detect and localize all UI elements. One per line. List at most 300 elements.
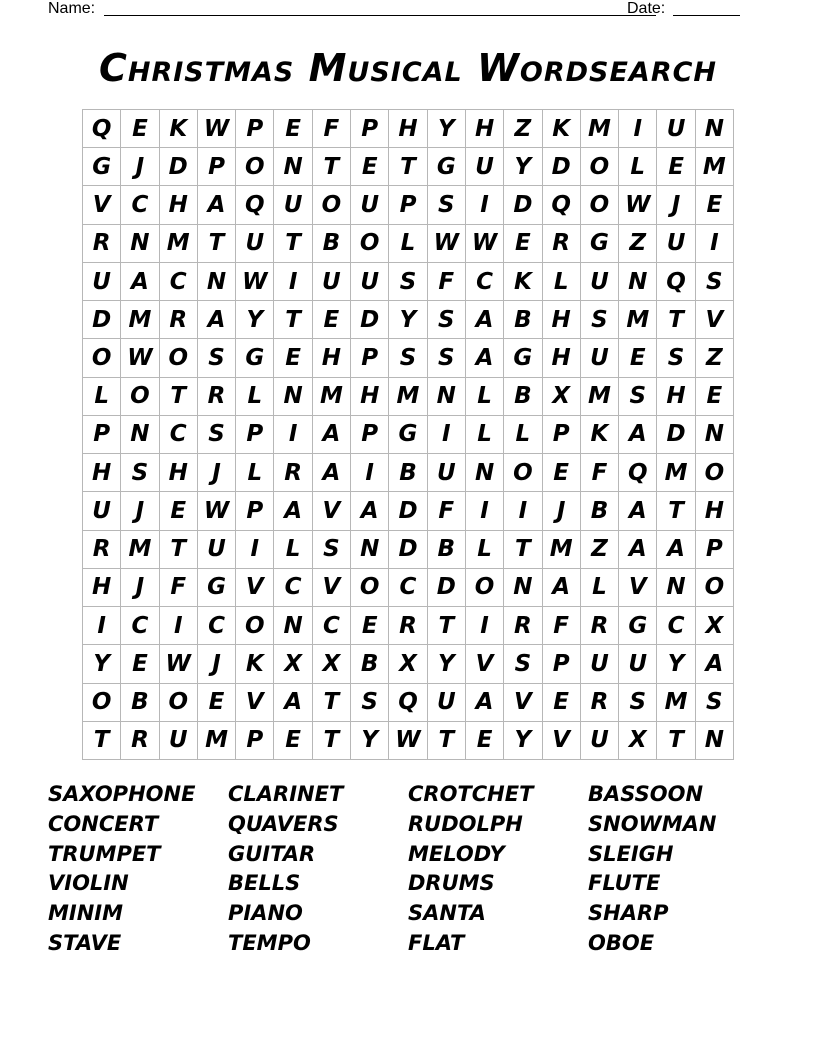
grid-cell[interactable]: T bbox=[313, 684, 351, 722]
grid-cell[interactable]: C bbox=[466, 263, 504, 301]
grid-cell[interactable]: D bbox=[83, 301, 121, 339]
grid-cell[interactable]: A bbox=[619, 531, 657, 569]
grid-cell[interactable]: L bbox=[236, 454, 274, 492]
grid-cell[interactable]: I bbox=[236, 531, 274, 569]
grid-cell[interactable]: W bbox=[198, 110, 236, 148]
grid-cell[interactable]: O bbox=[466, 569, 504, 607]
grid-cell[interactable]: E bbox=[313, 301, 351, 339]
grid-cell[interactable]: I bbox=[428, 416, 466, 454]
grid-cell[interactable]: T bbox=[160, 378, 198, 416]
grid-cell[interactable]: V bbox=[466, 645, 504, 683]
grid-cell[interactable]: N bbox=[351, 531, 389, 569]
grid-cell[interactable]: V bbox=[619, 569, 657, 607]
grid-cell[interactable]: N bbox=[619, 263, 657, 301]
grid-cell[interactable]: M bbox=[657, 454, 695, 492]
grid-cell[interactable]: H bbox=[83, 569, 121, 607]
grid-cell[interactable]: E bbox=[696, 378, 734, 416]
grid-cell[interactable]: P bbox=[351, 416, 389, 454]
grid-cell[interactable]: R bbox=[83, 531, 121, 569]
grid-cell[interactable]: W bbox=[466, 225, 504, 263]
grid-cell[interactable]: L bbox=[581, 569, 619, 607]
grid-cell[interactable]: G bbox=[504, 339, 542, 377]
grid-cell[interactable]: P bbox=[236, 416, 274, 454]
grid-cell[interactable]: B bbox=[389, 454, 427, 492]
grid-cell[interactable]: J bbox=[657, 186, 695, 224]
grid-cell[interactable]: S bbox=[389, 263, 427, 301]
grid-cell[interactable]: N bbox=[657, 569, 695, 607]
grid-cell[interactable]: W bbox=[236, 263, 274, 301]
grid-cell[interactable]: M bbox=[581, 378, 619, 416]
grid-cell[interactable]: S bbox=[696, 263, 734, 301]
grid-cell[interactable]: Y bbox=[83, 645, 121, 683]
grid-cell[interactable]: A bbox=[619, 416, 657, 454]
grid-cell[interactable]: P bbox=[236, 722, 274, 760]
grid-cell[interactable]: U bbox=[581, 645, 619, 683]
grid-cell[interactable]: M bbox=[619, 301, 657, 339]
grid-cell[interactable]: D bbox=[351, 301, 389, 339]
grid-cell[interactable]: A bbox=[657, 531, 695, 569]
grid-cell[interactable]: T bbox=[428, 607, 466, 645]
grid-cell[interactable]: U bbox=[657, 225, 695, 263]
grid-cell[interactable]: F bbox=[160, 569, 198, 607]
grid-cell[interactable]: T bbox=[389, 148, 427, 186]
grid-cell[interactable]: O bbox=[504, 454, 542, 492]
grid-cell[interactable]: G bbox=[428, 148, 466, 186]
grid-cell[interactable]: G bbox=[389, 416, 427, 454]
grid-cell[interactable]: O bbox=[236, 148, 274, 186]
grid-cell[interactable]: A bbox=[198, 301, 236, 339]
grid-cell[interactable]: P bbox=[236, 492, 274, 530]
grid-cell[interactable]: T bbox=[657, 301, 695, 339]
grid-cell[interactable]: N bbox=[121, 225, 159, 263]
date-blank-line[interactable] bbox=[673, 15, 740, 16]
grid-cell[interactable]: H bbox=[160, 454, 198, 492]
grid-cell[interactable]: E bbox=[504, 225, 542, 263]
grid-cell[interactable]: U bbox=[581, 339, 619, 377]
grid-cell[interactable]: A bbox=[274, 684, 312, 722]
grid-cell[interactable]: N bbox=[198, 263, 236, 301]
grid-cell[interactable]: D bbox=[389, 492, 427, 530]
grid-cell[interactable]: M bbox=[389, 378, 427, 416]
grid-cell[interactable]: I bbox=[466, 607, 504, 645]
grid-cell[interactable]: I bbox=[351, 454, 389, 492]
grid-cell[interactable]: S bbox=[428, 186, 466, 224]
grid-cell[interactable]: P bbox=[389, 186, 427, 224]
grid-cell[interactable]: T bbox=[160, 531, 198, 569]
grid-cell[interactable]: S bbox=[696, 684, 734, 722]
grid-cell[interactable]: D bbox=[389, 531, 427, 569]
grid-cell[interactable]: C bbox=[274, 569, 312, 607]
grid-cell[interactable]: T bbox=[657, 492, 695, 530]
grid-cell[interactable]: D bbox=[543, 148, 581, 186]
grid-cell[interactable]: B bbox=[504, 301, 542, 339]
grid-cell[interactable]: G bbox=[236, 339, 274, 377]
grid-cell[interactable]: V bbox=[236, 684, 274, 722]
grid-cell[interactable]: W bbox=[198, 492, 236, 530]
grid-cell[interactable]: A bbox=[274, 492, 312, 530]
grid-cell[interactable]: H bbox=[313, 339, 351, 377]
grid-cell[interactable]: E bbox=[466, 722, 504, 760]
grid-cell[interactable]: E bbox=[274, 110, 312, 148]
grid-cell[interactable]: M bbox=[121, 301, 159, 339]
grid-cell[interactable]: C bbox=[160, 263, 198, 301]
grid-cell[interactable]: I bbox=[466, 492, 504, 530]
grid-cell[interactable]: A bbox=[696, 645, 734, 683]
grid-cell[interactable]: H bbox=[696, 492, 734, 530]
grid-cell[interactable]: N bbox=[696, 416, 734, 454]
grid-cell[interactable]: P bbox=[543, 416, 581, 454]
grid-cell[interactable]: T bbox=[657, 722, 695, 760]
grid-cell[interactable]: Z bbox=[504, 110, 542, 148]
grid-cell[interactable]: U bbox=[428, 684, 466, 722]
grid-cell[interactable]: H bbox=[160, 186, 198, 224]
grid-cell[interactable]: I bbox=[466, 186, 504, 224]
grid-cell[interactable]: A bbox=[121, 263, 159, 301]
grid-cell[interactable]: A bbox=[619, 492, 657, 530]
grid-cell[interactable]: O bbox=[581, 148, 619, 186]
grid-cell[interactable]: S bbox=[657, 339, 695, 377]
grid-cell[interactable]: S bbox=[428, 301, 466, 339]
grid-cell[interactable]: P bbox=[696, 531, 734, 569]
name-blank-line[interactable] bbox=[104, 15, 656, 16]
grid-cell[interactable]: Z bbox=[696, 339, 734, 377]
grid-cell[interactable]: O bbox=[351, 225, 389, 263]
grid-cell[interactable]: M bbox=[313, 378, 351, 416]
grid-cell[interactable]: U bbox=[581, 722, 619, 760]
grid-cell[interactable]: N bbox=[466, 454, 504, 492]
grid-cell[interactable]: B bbox=[121, 684, 159, 722]
grid-cell[interactable]: S bbox=[389, 339, 427, 377]
grid-cell[interactable]: U bbox=[351, 263, 389, 301]
grid-cell[interactable]: O bbox=[581, 186, 619, 224]
grid-cell[interactable]: O bbox=[83, 339, 121, 377]
grid-cell[interactable]: G bbox=[619, 607, 657, 645]
grid-cell[interactable]: A bbox=[466, 339, 504, 377]
grid-cell[interactable]: R bbox=[543, 225, 581, 263]
word-list-item: STAVE bbox=[48, 930, 122, 955]
grid-cell[interactable]: I bbox=[619, 110, 657, 148]
grid-cell[interactable]: S bbox=[351, 684, 389, 722]
word-list-item: CROTCHET bbox=[408, 782, 534, 806]
grid-cell[interactable]: W bbox=[160, 645, 198, 683]
grid-cell[interactable]: P bbox=[351, 339, 389, 377]
grid-cell[interactable]: N bbox=[121, 416, 159, 454]
grid-cell[interactable]: R bbox=[160, 301, 198, 339]
grid-cell[interactable]: R bbox=[121, 722, 159, 760]
grid-cell[interactable]: S bbox=[619, 684, 657, 722]
grid-cell[interactable]: A bbox=[198, 186, 236, 224]
grid-cell[interactable]: Y bbox=[504, 722, 542, 760]
grid-cell[interactable]: B bbox=[428, 531, 466, 569]
grid-cell[interactable]: G bbox=[198, 569, 236, 607]
grid-cell[interactable]: Y bbox=[389, 301, 427, 339]
grid-cell[interactable]: V bbox=[313, 492, 351, 530]
grid-cell[interactable]: Z bbox=[581, 531, 619, 569]
grid-cell[interactable]: L bbox=[543, 263, 581, 301]
word-list-item: SAXOPHONE bbox=[48, 782, 196, 806]
grid-cell[interactable]: S bbox=[198, 416, 236, 454]
grid-cell[interactable]: C bbox=[657, 607, 695, 645]
grid-cell[interactable]: Q bbox=[543, 186, 581, 224]
word-list-item: SHARP bbox=[588, 901, 669, 926]
grid-cell[interactable]: E bbox=[121, 645, 159, 683]
grid-cell[interactable]: E bbox=[543, 684, 581, 722]
grid-cell[interactable]: M bbox=[696, 148, 734, 186]
grid-cell[interactable]: V bbox=[543, 722, 581, 760]
grid-cell[interactable]: N bbox=[274, 148, 312, 186]
grid-cell[interactable]: X bbox=[696, 607, 734, 645]
grid-cell[interactable]: U bbox=[657, 110, 695, 148]
grid-cell[interactable]: I bbox=[160, 607, 198, 645]
grid-cell[interactable]: U bbox=[198, 531, 236, 569]
grid-cell[interactable]: O bbox=[351, 569, 389, 607]
grid-cell[interactable]: E bbox=[351, 607, 389, 645]
grid-cell[interactable]: X bbox=[389, 645, 427, 683]
grid-cell[interactable]: E bbox=[351, 148, 389, 186]
grid-cell[interactable]: Y bbox=[428, 110, 466, 148]
grid-cell[interactable]: I bbox=[83, 607, 121, 645]
grid-cell[interactable]: T bbox=[83, 722, 121, 760]
grid-cell[interactable]: U bbox=[83, 263, 121, 301]
grid-cell[interactable]: H bbox=[543, 301, 581, 339]
grid-cell[interactable]: D bbox=[657, 416, 695, 454]
grid-cell[interactable]: X bbox=[619, 722, 657, 760]
grid-cell[interactable]: Q bbox=[236, 186, 274, 224]
grid-cell[interactable]: R bbox=[581, 684, 619, 722]
grid-cell[interactable]: S bbox=[428, 339, 466, 377]
grid-cell[interactable]: C bbox=[121, 607, 159, 645]
grid-cell[interactable]: E bbox=[198, 684, 236, 722]
grid-cell[interactable]: U bbox=[160, 722, 198, 760]
grid-cell[interactable]: L bbox=[83, 378, 121, 416]
grid-cell[interactable]: T bbox=[313, 722, 351, 760]
grid-cell[interactable]: W bbox=[121, 339, 159, 377]
grid-cell[interactable]: S bbox=[198, 339, 236, 377]
grid-cell[interactable]: L bbox=[466, 378, 504, 416]
grid-cell[interactable]: E bbox=[121, 110, 159, 148]
grid-cell[interactable]: L bbox=[389, 225, 427, 263]
grid-cell[interactable]: U bbox=[236, 225, 274, 263]
grid-cell[interactable]: I bbox=[696, 225, 734, 263]
grid-cell[interactable]: F bbox=[428, 492, 466, 530]
grid-cell[interactable]: D bbox=[428, 569, 466, 607]
grid-cell[interactable]: B bbox=[313, 225, 351, 263]
grid-cell[interactable]: W bbox=[428, 225, 466, 263]
grid-cell[interactable]: T bbox=[274, 301, 312, 339]
grid-cell[interactable]: O bbox=[83, 684, 121, 722]
grid-cell[interactable]: C bbox=[198, 607, 236, 645]
grid-cell[interactable]: M bbox=[543, 531, 581, 569]
grid-cell[interactable]: J bbox=[543, 492, 581, 530]
grid-cell[interactable]: N bbox=[504, 569, 542, 607]
grid-cell[interactable]: W bbox=[619, 186, 657, 224]
grid-cell[interactable]: P bbox=[198, 148, 236, 186]
grid-cell[interactable]: N bbox=[696, 110, 734, 148]
grid-cell[interactable]: N bbox=[274, 378, 312, 416]
grid-cell[interactable]: H bbox=[83, 454, 121, 492]
grid-cell[interactable]: R bbox=[274, 454, 312, 492]
grid-cell[interactable]: M bbox=[198, 722, 236, 760]
grid-cell[interactable]: E bbox=[160, 492, 198, 530]
grid-cell[interactable]: P bbox=[543, 645, 581, 683]
grid-cell[interactable]: J bbox=[121, 492, 159, 530]
grid-cell[interactable]: L bbox=[466, 416, 504, 454]
grid-cell[interactable]: K bbox=[504, 263, 542, 301]
grid-cell[interactable]: Q bbox=[619, 454, 657, 492]
grid-cell[interactable]: B bbox=[351, 645, 389, 683]
grid-cell[interactable]: I bbox=[274, 416, 312, 454]
grid-cell[interactable]: S bbox=[504, 645, 542, 683]
grid-cell[interactable]: J bbox=[121, 569, 159, 607]
grid-cell[interactable]: R bbox=[83, 225, 121, 263]
grid-cell[interactable]: E bbox=[543, 454, 581, 492]
grid-cell[interactable]: L bbox=[236, 378, 274, 416]
grid-cell[interactable]: A bbox=[313, 416, 351, 454]
grid-cell[interactable]: M bbox=[581, 110, 619, 148]
grid-cell[interactable]: K bbox=[581, 416, 619, 454]
grid-cell[interactable]: G bbox=[581, 225, 619, 263]
grid-cell[interactable]: S bbox=[121, 454, 159, 492]
grid-cell[interactable]: O bbox=[160, 684, 198, 722]
grid-cell[interactable]: V bbox=[313, 569, 351, 607]
grid-cell[interactable]: J bbox=[121, 148, 159, 186]
word-list-item: FLAT bbox=[408, 930, 465, 955]
grid-cell[interactable]: B bbox=[581, 492, 619, 530]
grid-cell[interactable]: U bbox=[274, 186, 312, 224]
grid-cell[interactable]: S bbox=[581, 301, 619, 339]
grid-cell[interactable]: E bbox=[274, 339, 312, 377]
grid-cell[interactable]: E bbox=[657, 148, 695, 186]
grid-cell[interactable]: U bbox=[581, 263, 619, 301]
grid-cell[interactable]: N bbox=[428, 378, 466, 416]
grid-cell[interactable]: E bbox=[274, 722, 312, 760]
grid-cell[interactable]: V bbox=[696, 301, 734, 339]
grid-cell[interactable]: T bbox=[313, 148, 351, 186]
grid-cell[interactable]: Y bbox=[351, 722, 389, 760]
grid-cell[interactable]: M bbox=[160, 225, 198, 263]
grid-cell[interactable]: Z bbox=[619, 225, 657, 263]
grid-cell[interactable]: F bbox=[581, 454, 619, 492]
grid-cell[interactable]: H bbox=[657, 378, 695, 416]
grid-cell[interactable]: S bbox=[619, 378, 657, 416]
grid-cell[interactable]: P bbox=[83, 416, 121, 454]
grid-cell[interactable]: O bbox=[121, 378, 159, 416]
grid-cell[interactable]: T bbox=[274, 225, 312, 263]
grid-cell[interactable]: U bbox=[83, 492, 121, 530]
grid-cell[interactable]: R bbox=[504, 607, 542, 645]
word-list bbox=[48, 780, 768, 959]
grid-cell[interactable]: U bbox=[428, 454, 466, 492]
grid-cell[interactable]: H bbox=[389, 110, 427, 148]
page-title: Christmas Musical Wordsearch bbox=[98, 46, 718, 90]
grid-cell[interactable]: A bbox=[466, 684, 504, 722]
grid-cell[interactable]: X bbox=[543, 378, 581, 416]
grid-cell[interactable]: U bbox=[619, 645, 657, 683]
grid-cell[interactable]: Q bbox=[657, 263, 695, 301]
grid-cell[interactable]: M bbox=[657, 684, 695, 722]
grid-cell[interactable]: R bbox=[389, 607, 427, 645]
grid-cell[interactable]: W bbox=[389, 722, 427, 760]
word-list-item: PIANO bbox=[228, 901, 303, 926]
grid-cell[interactable]: O bbox=[696, 569, 734, 607]
grid-cell[interactable]: F bbox=[428, 263, 466, 301]
grid-cell[interactable]: U bbox=[466, 148, 504, 186]
grid-cell[interactable]: O bbox=[696, 454, 734, 492]
grid-cell[interactable]: C bbox=[313, 607, 351, 645]
grid-cell[interactable]: X bbox=[313, 645, 351, 683]
grid-cell[interactable]: E bbox=[696, 186, 734, 224]
grid-cell[interactable]: L bbox=[274, 531, 312, 569]
grid-cell[interactable]: V bbox=[504, 684, 542, 722]
grid-cell[interactable]: P bbox=[236, 110, 274, 148]
grid-cell[interactable]: C bbox=[389, 569, 427, 607]
grid-cell[interactable]: A bbox=[466, 301, 504, 339]
grid-cell[interactable]: Y bbox=[504, 148, 542, 186]
grid-cell[interactable]: R bbox=[198, 378, 236, 416]
grid-cell[interactable]: J bbox=[198, 645, 236, 683]
grid-cell[interactable]: C bbox=[121, 186, 159, 224]
grid-cell[interactable]: R bbox=[581, 607, 619, 645]
grid-cell[interactable]: L bbox=[619, 148, 657, 186]
grid-cell[interactable]: C bbox=[160, 416, 198, 454]
grid-cell[interactable]: T bbox=[428, 722, 466, 760]
grid-cell[interactable]: K bbox=[543, 110, 581, 148]
grid-cell[interactable]: N bbox=[696, 722, 734, 760]
grid-cell[interactable]: H bbox=[466, 110, 504, 148]
grid-cell[interactable]: M bbox=[121, 531, 159, 569]
grid-cell[interactable]: I bbox=[504, 492, 542, 530]
grid-cell[interactable]: V bbox=[83, 186, 121, 224]
grid-cell[interactable]: U bbox=[313, 263, 351, 301]
grid-cell[interactable]: D bbox=[504, 186, 542, 224]
grid-cell[interactable]: A bbox=[543, 569, 581, 607]
grid-cell[interactable]: O bbox=[313, 186, 351, 224]
grid-cell[interactable]: A bbox=[351, 492, 389, 530]
grid-cell[interactable]: O bbox=[236, 607, 274, 645]
grid-cell[interactable]: Q bbox=[389, 684, 427, 722]
grid-cell[interactable]: I bbox=[274, 263, 312, 301]
grid-cell[interactable]: K bbox=[160, 110, 198, 148]
grid-cell[interactable]: V bbox=[236, 569, 274, 607]
grid-cell[interactable]: N bbox=[274, 607, 312, 645]
grid-cell[interactable]: U bbox=[351, 186, 389, 224]
grid-cell[interactable]: L bbox=[466, 531, 504, 569]
grid-cell[interactable]: T bbox=[198, 225, 236, 263]
grid-cell[interactable]: H bbox=[543, 339, 581, 377]
grid-cell[interactable]: J bbox=[198, 454, 236, 492]
grid-cell[interactable]: E bbox=[619, 339, 657, 377]
grid-cell[interactable]: O bbox=[160, 339, 198, 377]
grid-cell[interactable]: K bbox=[236, 645, 274, 683]
word-list-item: SANTA bbox=[408, 901, 486, 926]
grid-cell[interactable]: A bbox=[313, 454, 351, 492]
grid-cell[interactable]: B bbox=[504, 378, 542, 416]
grid-cell[interactable]: F bbox=[543, 607, 581, 645]
grid-cell[interactable]: F bbox=[313, 110, 351, 148]
grid-cell[interactable]: T bbox=[504, 531, 542, 569]
grid-cell[interactable]: H bbox=[351, 378, 389, 416]
grid-cell[interactable]: Y bbox=[236, 301, 274, 339]
grid-cell[interactable]: D bbox=[160, 148, 198, 186]
grid-cell[interactable]: P bbox=[351, 110, 389, 148]
grid-cell[interactable]: L bbox=[504, 416, 542, 454]
grid-cell[interactable]: G bbox=[83, 148, 121, 186]
grid-cell[interactable]: S bbox=[313, 531, 351, 569]
grid-cell[interactable]: Y bbox=[428, 645, 466, 683]
grid-cell[interactable]: Y bbox=[657, 645, 695, 683]
grid-cell[interactable]: Q bbox=[83, 110, 121, 148]
grid-cell[interactable]: X bbox=[274, 645, 312, 683]
